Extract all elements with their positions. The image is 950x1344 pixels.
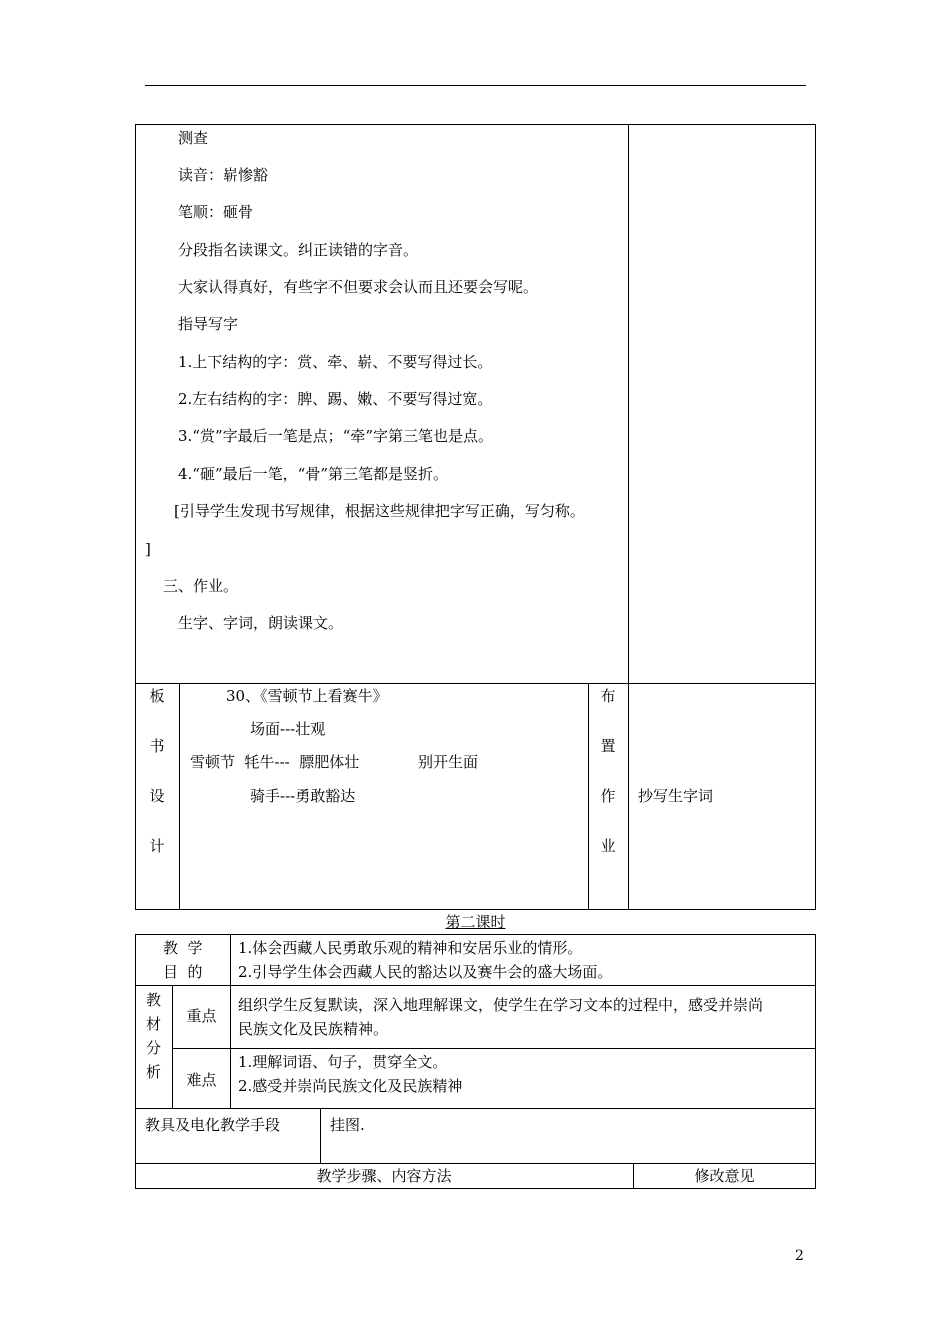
homework-label-left-divider [588, 683, 589, 910]
goals-row-divider [135, 985, 816, 986]
homework-section-heading: 三、作业。 [163, 577, 239, 595]
board-line: 骑手---勇敢豁达 [250, 787, 356, 805]
content-line: 4.“砸”最后一笔，“骨”第三笔都是竖折。 [178, 465, 448, 483]
difficulty-label: 难点 [186, 1071, 217, 1089]
content-line: [引导学生发现书写规律，根据这些规律把字写正确，写匀称。 [174, 502, 585, 520]
board-label-char: 板 [149, 687, 165, 705]
homework-label-char: 布 [600, 687, 616, 705]
difficulty-text: 1.理解词语、句子，贯穿全文。 [238, 1053, 448, 1071]
key-point-text: 组织学生反复默读，深入地理解课文，使学生在学习文本的过程中，感受并崇尚 [238, 996, 764, 1014]
header-rule [145, 85, 806, 86]
board-label-char: 设 [149, 787, 165, 805]
revision-header: 修改意见 [694, 1167, 755, 1185]
board-label-divider [179, 683, 180, 910]
board-line: 场面---壮观 [250, 720, 326, 738]
content-line: 笔顺：砸骨 [178, 203, 254, 221]
content-line: 测查 [178, 129, 209, 147]
analysis-label-char: 材 [145, 1015, 161, 1033]
goals-label: 目 的 [163, 963, 203, 981]
difficulty-text: 2.感受并崇尚民族文化及民族精神 [238, 1077, 463, 1095]
content-line: 分段指名读课文。纠正读错的字音。 [178, 241, 419, 259]
content-line: 3.“赏”字最后一笔是点；“牵”字第三笔也是点。 [178, 427, 493, 445]
board-label-char: 计 [149, 837, 165, 855]
tools-value: 挂图. [330, 1116, 365, 1134]
homework-label-right-divider [628, 683, 629, 910]
steps-header: 教学步骤、内容方法 [316, 1167, 452, 1185]
lesson2-heading: 第二课时 [445, 913, 506, 931]
analysis-row-divider [135, 1108, 816, 1109]
key-point-label: 重点 [186, 1007, 217, 1025]
goals-label-divider [230, 934, 231, 985]
content-line: 指导写字 [178, 315, 239, 333]
analysis-label-char: 析 [145, 1063, 161, 1081]
homework-label-char: 置 [600, 737, 616, 755]
content-line: 生字、字词，朗读课文。 [178, 614, 344, 632]
tools-row-divider [135, 1163, 816, 1164]
board-label-char: 书 [149, 737, 165, 755]
goal-item: 2.引导学生体会西藏人民的豁达以及赛牛会的盛大场面。 [238, 963, 613, 981]
board-line: 别开生面 [418, 753, 479, 771]
analysis-label-char: 分 [145, 1039, 161, 1057]
analysis-label-char: 教 [145, 991, 161, 1009]
key-point-text: 民族文化及民族精神。 [238, 1020, 389, 1038]
content-line: 读音：崭惨豁 [178, 166, 269, 184]
board-title: 30、《雪顿节上看赛牛》 [226, 687, 388, 705]
board-line: 雪顿节 牦牛--- 膘肥体壮 [190, 753, 360, 771]
content-line: 大家认得真好，有些字不但要求会认而且还要会写呢。 [178, 278, 539, 296]
tools-label-divider [320, 1108, 321, 1163]
homework-label-char: 作 [600, 787, 616, 805]
page-number: 2 [795, 1248, 804, 1264]
analysis-sublabel-divider [230, 985, 231, 1108]
homework-label-char: 业 [600, 837, 616, 855]
key-row-divider [172, 1048, 816, 1049]
content-line: ] [145, 540, 151, 558]
tools-label: 教具及电化教学手段 [145, 1116, 281, 1134]
homework-text: 抄写生字词 [638, 787, 714, 805]
notes-column-divider [628, 124, 629, 684]
board-row-divider [135, 683, 816, 684]
goals-label: 教 学 [163, 939, 203, 957]
content-line: 2.左右结构的字：脾、踢、嫩、不要写得过宽。 [178, 390, 493, 408]
goal-item: 1.体会西藏人民勇敢乐观的精神和安居乐业的情形。 [238, 939, 583, 957]
content-line: 1.上下结构的字：赏、牵、崭、不要写得过长。 [178, 353, 493, 371]
